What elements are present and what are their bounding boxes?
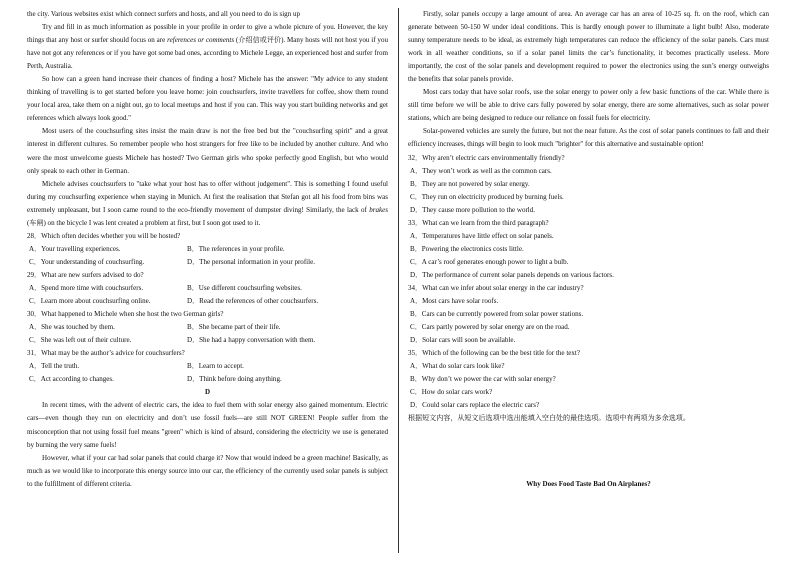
option-b: B．Why don’t we power the car with solar energy?: [410, 375, 556, 384]
option-b: B．Cars can be currently powered from solar power stations.: [410, 310, 584, 319]
option-d: D．Read the references of other couchsurfers.: [187, 297, 319, 306]
question-32: [408, 152, 769, 217]
passage-paragraph: So how can a green hand increase their chances of finding a host? Michele has the answer: "My advice to any student thinking of travelling is to get started before you leave home: join couchsurfers, invite travellers for coffee, show them round your local area, take them on a night out, go to local meetups and host if you can. This way you start building networks and get references which always look good.": [27, 75, 388, 123]
option-c: C．Act according to changes.: [29, 375, 114, 384]
passage-paragraph: Try and fill in as much information as possible in your profile in order to give a whole picture of you. However, the key things that any host or surfer should focus on are references or comments (介绍信或评价). Many hosts will not host you if you have not got any references or if you have got some bad ones, according to Michele Legge, an experienced host and surfer from Perth, Australia.: [27, 23, 388, 71]
section-instruction: 根据短文内容，从短文后选项中选出能填入空白处的最佳选项。选项中有两项为多余选项。: [408, 414, 690, 423]
option-a: A．They won’t work as well as the common cars.: [410, 166, 552, 175]
question-33: [408, 217, 769, 282]
question-stem: 32．Why aren’t electric cars environmentally friendly?: [408, 153, 565, 162]
question-31: [27, 347, 388, 386]
option-d: D．The personal information in your profile.: [187, 257, 315, 266]
question-29: [27, 269, 388, 308]
passage-paragraph: Firstly, solar panels occupy a large amount of area. An average car has an area of 10-25 sq. ft. on the roof, which can generate between 50-150 W under ideal conditions. This is hardly enough power to illuminate a light bulb! Also, moderate sunny temperature needs to be ideal, as extremely high temperatures can reduce the efficiency of the solar panels. Cars must work in all weather conditions, so if a solar panel limits the car’s functionality, it becomes practically useless. More importantly, the cost of the solar panels and development required to power the electronics using the sun’s energy outweighs the benefits that solar panels provide.: [408, 10, 769, 84]
option-a: A．Tell the truth.: [29, 362, 80, 371]
option-b: B．Powering the electronics costs little.: [410, 244, 524, 253]
passage-paragraph: However, what if your car had solar panels that could charge it? Now that would indeed be a green machine! Basically, as much as we would like to incorporate this energy source into our car, the efficiency of the currently used solar panels is subject to the fulfillment of different criteria.: [27, 453, 388, 488]
right-column: [408, 8, 769, 491]
question-34: [408, 282, 769, 347]
option-d: D．They cause more pollution to the world.: [410, 205, 536, 214]
option-a: A．Most cars have solar roofs.: [410, 297, 499, 306]
option-b: B．The references in your profile.: [187, 244, 285, 253]
question-35: [408, 347, 769, 412]
option-a: A．What do solar cars look like?: [410, 362, 505, 371]
question-stem: 35．Which of the following can be the best title for the text?: [408, 349, 581, 358]
question-stem: 29．What are new surfers advised to do?: [27, 270, 144, 279]
question-stem: 33．What can we learn from the third paragraph?: [408, 218, 549, 227]
question-stem: 34．What can we infer about solar energy in the car industry?: [408, 283, 584, 292]
option-a: A．She was touched by them.: [29, 323, 115, 332]
question-28: [27, 230, 388, 269]
option-a: A．Your travelling experiences.: [29, 244, 121, 253]
column-divider: [398, 8, 399, 553]
option-d: D．Think before doing anything.: [187, 375, 282, 384]
option-c: C．Cars partly powered by solar energy are on the road.: [410, 323, 570, 332]
passage-paragraph: the city. Various websites exist which connect surfers and hosts, and all you need to do is sign up: [27, 10, 301, 18]
passage-title: Why Does Food Taste Bad On Airplanes?: [526, 479, 651, 488]
passage-paragraph: Most cars today that have solar roofs, use the solar energy to power only a few basic functions of the car. While there is still time before we will be able to drive cars fully powered by solar energy, there are some alternatives, such as solar power stations, which are being designed to reduce our reliance on fossil fuels for electricity.: [408, 88, 769, 123]
option-c: C．Your understanding of couchsurfing.: [29, 257, 145, 266]
passage-paragraph: Solar-powered vehicles are surely the future, but not the near future. As the cost of solar panels continues to fall and their efficiency increases, things will begin to look much "brighter" for this alternative and sustainable option!: [408, 127, 769, 149]
question-stem: 28．Which often decides whether you will be hosted?: [27, 231, 181, 240]
option-c: C．How do solar cars work?: [410, 388, 493, 397]
option-b: B．She became part of their life.: [187, 323, 281, 332]
passage-paragraph: Most users of the couchsurfing sites insist the main draw is not the free bed but the "couchsurfing spirit" and a great interest in different cultures. So remember people who host strangers for free like to be included by another culture. And who were the most unwelcome guests Michele has hosted? Two German girls who spoke perfectly good English, but who would only speak to each other in German.: [27, 127, 388, 175]
option-b: B．They are not powered by solar energy.: [410, 179, 530, 188]
passage-paragraph: Michele advises couchsurfers to "take what your host has to offer without judgement". This is something I found useful during my couchsurfing experience when staying in Munich. At first the realisation that Stefan got all his food from bins was extremely unpleasant, but I soon came round to the eco-friendly movement of dumpster diving! Similarly, the lack of brakes (车闸) on the bicycle I was lent created a problem at first, but I soon got used to it.: [27, 179, 388, 227]
question-30: [27, 308, 388, 347]
passage-paragraph: In recent times, with the advent of electric cars, the idea to fuel them with solar energy also gained momentum. Electric cars—even though they run on electricity and don’t use fossil fuels—are still NOT GREEN! People suffer from the misconception that not using fossil fuel means "green" which is kind of absurd, considering the electricity we use is generated by burning the very same fuels!: [27, 401, 388, 449]
option-c: C．Learn more about couchsurfing online.: [29, 297, 151, 306]
option-c: C．A car’s roof generates enough power to light a bulb.: [410, 257, 569, 266]
question-stem: 31．What may be the author’s advice for couchsurfers?: [27, 349, 185, 358]
option-b: B．Use different couchsurfing websites.: [187, 283, 302, 292]
option-b: B．Learn to accept.: [187, 362, 244, 371]
option-a: A．Temperatures have little effect on solar panels.: [410, 231, 554, 240]
question-stem: 30．What happened to Michele when she host the two German girls?: [27, 310, 224, 319]
option-a: A．Spend more time with couchsurfers.: [29, 283, 144, 292]
option-d: D．Solar cars will soon be available.: [410, 336, 516, 345]
option-c: C．They run on electricity produced by burning fuels.: [410, 192, 564, 201]
option-c: C．She was left out of their culture.: [29, 336, 132, 345]
option-d: D．Could solar cars replace the electric cars?: [410, 401, 540, 410]
section-heading-d: D: [204, 388, 211, 397]
left-column: [27, 8, 388, 491]
option-d: D．She had a happy conversation with them.: [187, 336, 316, 345]
option-d: D．The performance of current solar panels depends on various factors.: [410, 270, 614, 279]
